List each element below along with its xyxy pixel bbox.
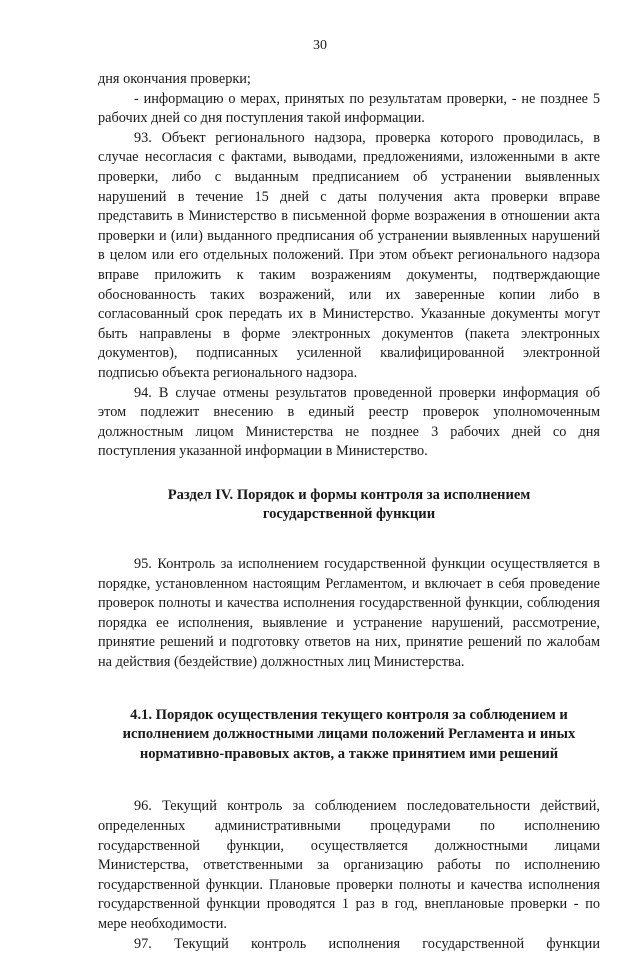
page-content: [98, 70, 600, 954]
paragraph-info-measures: - информацию о мерах, принятых по результатам проверки, - не позднее 5 рабочих дней со дня поступления такой информации.: [98, 90, 600, 127]
page-number: 30: [313, 38, 327, 53]
paragraph-continuation: дня окончания проверки;: [98, 71, 251, 87]
paragraph-95: 95. Контроль за исполнением государственной функции осуществляется в порядке, установленном настоящим Регламентом, и включает в себя проведение проверок полноты и качества исполнения государственной функции, соблюдения порядка ее исполнения, выявление и устранение нарушений, рассмотрение, принятие решений и подготовку ответов на них, принятие решений по жалобам на действия (бездействие) должностных лиц Министерства.: [98, 556, 600, 671]
subsection-heading: 4.1. Порядок осуществления текущего контроля за соблюдением и исполнением должностными лицами положений Регламента и иных нормативно-правовых актов, а также принятием ими решений: [122, 706, 576, 762]
paragraph-94: 94. В случае отмены результатов проведенной проверки информация об этом подлежит внесению в единый реестр проверок уполномоченным должностным лицом Министерства не позднее 3 рабочих дней со дня поступления указанной информации в Министерство.: [98, 384, 600, 460]
paragraph-97: 97. Текущий контроль исполнения государственной функции: [134, 935, 600, 952]
paragraph-96: 96. Текущий контроль за соблюдением последовательности действий, определенных административными процедурами по исполнению государственной функции, осуществляется должностными лицами Министерства, ответственными за организацию работы по исполнению государственной функции. Плановые проверки полноты и качества исполнения государственной функции проводятся 1 раз в год, внеплановые проверки - по мере необходимости.: [98, 798, 600, 932]
section-heading: Раздел IV. Порядок и формы контроля за исполнением государственной функции: [167, 486, 531, 523]
paragraph-93: 93. Объект регионального надзора, проверка которого проводилась, в случае несогласия с фактами, выводами, предложениями, изложенными в акте проверки, либо с выданным предписанием об устранении выявленных нарушений в течение 15 дней с даты получения акта проверки вправе представить в Министерство в письменной форме возражения в отношении акта проверки и (или) выданного предписания об устранении выявленных нарушений в целом или его отдельных положений. При этом объект регионального надзора вправе приложить к таким возражениям документы, подтверждающие обоснованность таких возражений, или их заверенные копии либо в согласованный срок передать их в Министерство. Указанные документы могут быть направлены в форме электронных документов (пакета электронных документов), подписанных усиленной квалифицированной электронной подписью объекта регионального надзора.: [98, 129, 600, 381]
